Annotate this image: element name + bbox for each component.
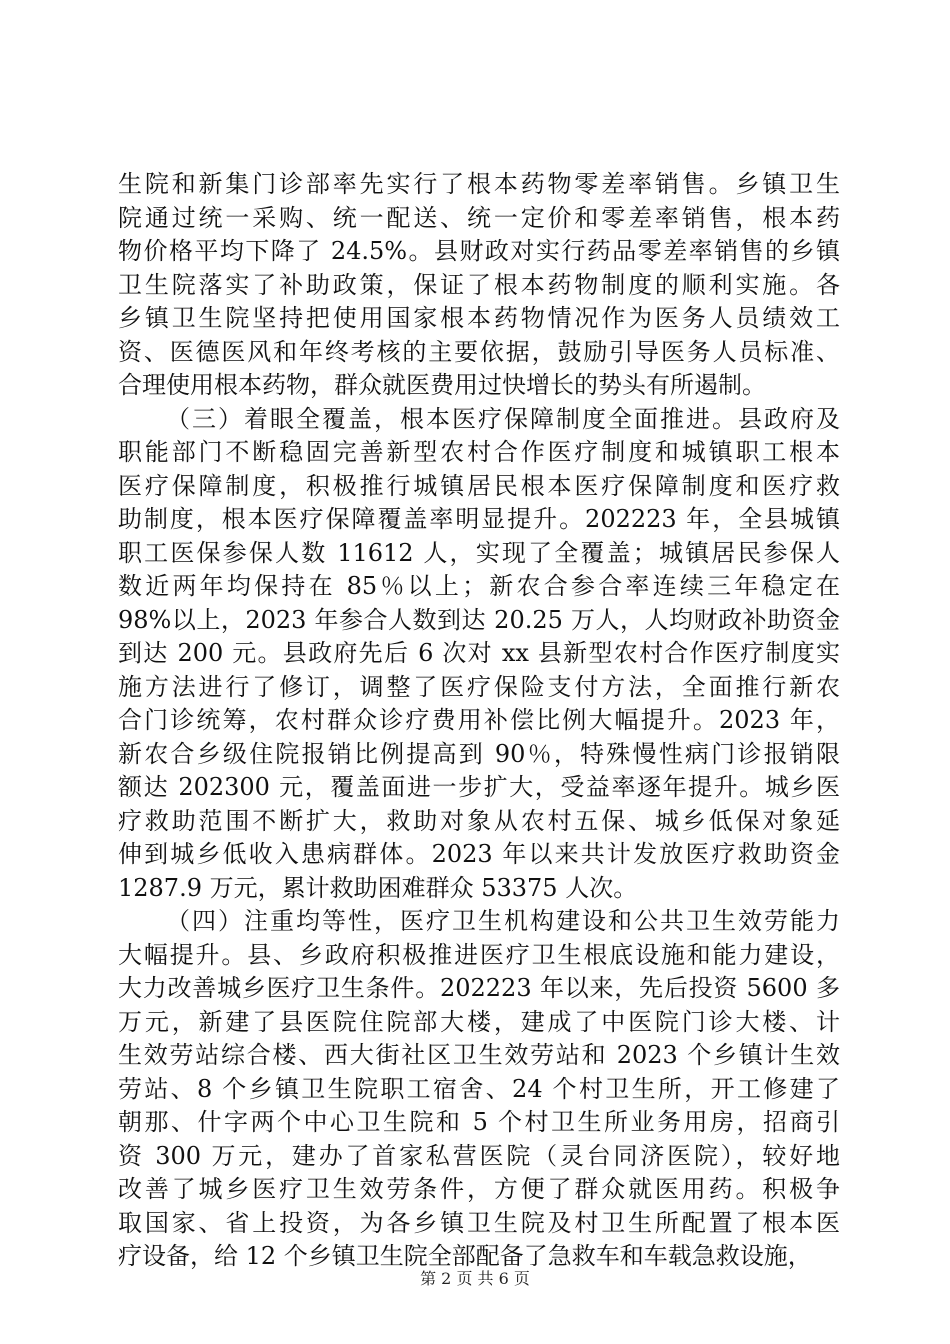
text-line: 物价格平均下降了 24.5%。县财政对实行药品零差率销售的乡镇 xyxy=(118,237,840,265)
text-line: 取国家、省上投资，为各乡镇卫生院及村卫生所配置了根本医 xyxy=(118,1208,840,1237)
text-line: 院通过统一采购、统一配送、统一定价和零差率销售，根本药 xyxy=(118,203,840,232)
text-line: 资、医德医风和年终考核的主要依据，鼓励引导医务人员标准、 xyxy=(118,337,840,366)
text-line: 卫生院落实了补助政策，保证了根本药物制度的顺利实施。各 xyxy=(118,270,840,299)
text-line: 大力改善城乡医疗卫生条件。202223 年以来，先后投资 5600 多 xyxy=(118,974,840,1002)
text-line: 改善了城乡医疗卫生效劳条件，方便了群众就医用药。积极争 xyxy=(118,1175,840,1203)
text-line: 职能部门不断稳固完善新型农村合作医疗制度和城镇职工根本 xyxy=(118,438,840,466)
text-line: 新农合乡级住院报销比例提高到 90％，特殊慢性病门诊报销限 xyxy=(118,739,840,768)
text-line: 合门诊统筹，农村群众诊疗费用补偿比例大幅提升。2023 年， xyxy=(118,706,840,734)
text-line: 98%以上，2023 年参合人数到达 20.25 万人，人均财政补助资金 xyxy=(118,605,840,634)
text-line: （三）着眼全覆盖，根本医疗保障制度全面推进。县政府及 xyxy=(166,404,840,433)
text-line: 职工医保参保人数 11612 人，实现了全覆盖；城镇居民参保人 xyxy=(118,538,840,567)
text-line: 乡镇卫生院坚持把使用国家根本药物情况作为医务人员绩效工 xyxy=(118,304,840,332)
text-line: 到达 200 元。县政府先后 6 次对 xx 县新型农村合作医疗制度实 xyxy=(118,639,840,667)
text-line: 1287.9 万元，累计救助困难群众 53375 人次。 xyxy=(118,873,638,902)
text-line: 合理使用根本药物，群众就医费用过快增长的势头有所遏制。 xyxy=(118,371,766,399)
text-line: 朝那、什字两个中心卫生院和 5 个村卫生所业务用房，招商引 xyxy=(118,1108,840,1136)
text-line: 数近两年均保持在 85％以上；新农合参合率连续三年稳定在 xyxy=(118,572,840,600)
text-line: 疗救助范围不断扩大，救助对象从农村五保、城乡低保对象延 xyxy=(118,806,840,835)
text-line: 生院和新集门诊部率先实行了根本药物零差率销售。乡镇卫生 xyxy=(118,170,840,198)
text-line: 劳站、8 个乡镇卫生院职工宿舍、24 个村卫生所，开工修建了 xyxy=(118,1074,840,1103)
text-line: 大幅提升。县、乡政府积极推进医疗卫生根底设施和能力建设， xyxy=(118,940,840,969)
page-footer: 第 2 页 共 6 页 xyxy=(420,1269,530,1288)
text-line: 额达 202300 元，覆盖面进一步扩大，受益率逐年提升。城乡医 xyxy=(118,773,840,801)
text-line: （四）注重均等性，医疗卫生机构建设和公共卫生效劳能力 xyxy=(166,907,840,935)
text-line: 施方法进行了修订，调整了医疗保险支付方法，全面推行新农 xyxy=(118,672,840,701)
text-line: 生效劳站综合楼、西大街社区卫生效劳站和 2023 个乡镇计生效 xyxy=(118,1041,840,1069)
text-line: 医疗保障制度，积极推行城镇居民根本医疗保障制度和医疗救 xyxy=(118,471,840,500)
text-line: 万元，新建了县医院住院部大楼，建成了中医院门诊大楼、计 xyxy=(118,1007,840,1036)
text-line: 资 300 万元，建办了首家私营医院（灵台同济医院），较好地 xyxy=(118,1141,840,1170)
text-line: 助制度，根本医疗保障覆盖率明显提升。202223 年，全县城镇 xyxy=(118,505,840,533)
text-line: 伸到城乡低收入患病群体。2023 年以来共计发放医疗救助资金 xyxy=(118,840,840,868)
body-text xyxy=(118,168,840,1274)
text-line: 疗设备，给 12 个乡镇卫生院全部配备了急救车和车载急救设施， xyxy=(118,1242,812,1270)
